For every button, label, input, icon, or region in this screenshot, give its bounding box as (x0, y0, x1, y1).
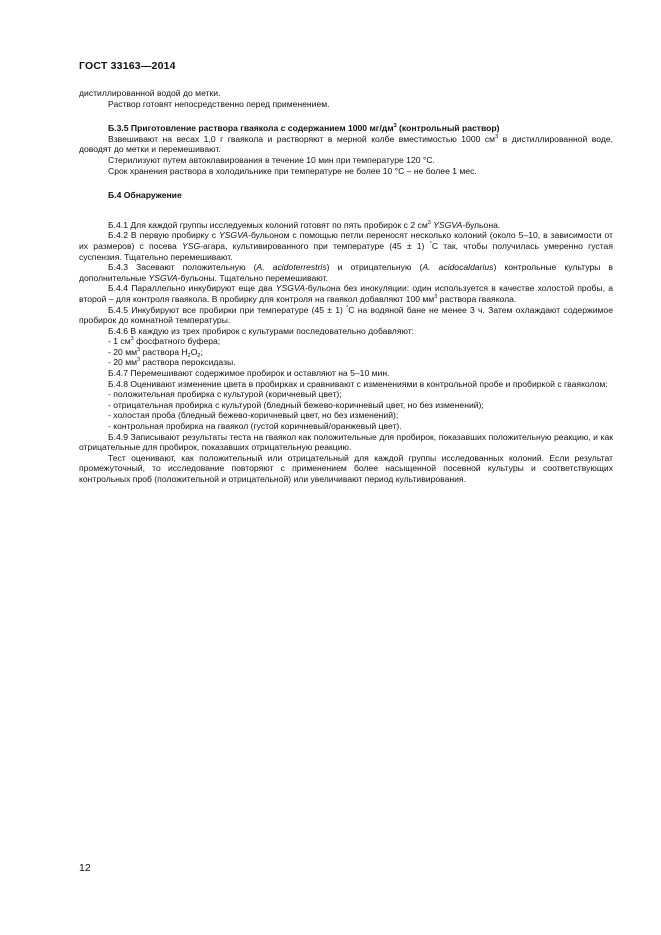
b44-paragraph: Б.4.4 Параллельно инкубируют еще два YSGVA-бульона без инокуляции: один используется в качестве холостой пробы, а второй – для контроля гваякола. В пробирку для контроля на гваякол добавляют 100 $мм^3$ раствора гваякола. (79, 283, 613, 304)
reagent-list-item: - 20 $мм^3$ раствора $H_2O_2$; (108, 346, 203, 359)
reagent-list-item: - 20 $мм^3$ раствора пероксидазы. (108, 357, 236, 368)
page-number: 12 (79, 862, 91, 874)
b35-paragraph-2: Стерилизуют путем автоклавирования в течение 10 мин при температуре 120 °С. (108, 154, 435, 165)
final-paragraph: Тест оценивают, как положительный или отрицательный для каждой группы исследованных колоний. Если результат промежуточный, то исследование повторяют с применением более насыщенной посевной культуры и соответствующих контрольных проб (положительной и отрицательной) или увеличивают период культивирования. (79, 452, 613, 484)
document-body (79, 88, 613, 485)
b46-paragraph: Б.4.6 В каждую из трех пробирок с культурами последовательно добавляют: (108, 325, 415, 336)
b42-paragraph: Б.4.2 В первую пробирку с YSGVA-бульоном с помощью петли переносят несколько колоний (около 5–10, в зависимости от их размеров) с посева YSG-агара, культивированного при температуре (45 ± 1) °С так, чтобы получилась умеренно густая суспензия. Тщательно перемешивают. (79, 230, 613, 262)
result-list-item: - контрольная пробирка на гваякол (густой коричневый/оранжевый цвет). (108, 421, 402, 432)
b41-paragraph: Б.4.1 Для каждой группы исследуемых колоний готовят по пять пробирок с 2 $см^3$ YSGVA-бульона. (108, 219, 501, 230)
b45-paragraph: Б.4.5 Инкубируют все пробирки при температуре (45 ± 1) °С на водяной бане не менее 3 ч. Затем охлаждают содержимое пробирок до комнатной температуры. (79, 304, 613, 326)
result-list-item: - холостая проба (бледный бежево-коричневый цвет, но без изменений); (108, 410, 399, 421)
preparation-note: Раствор готовят непосредственно перед применением. (108, 98, 330, 109)
continued-line: дистиллированной водой до метки. (79, 88, 221, 98)
b49-paragraph: Б.4.9 Записывают результаты теста на гваякол как положительные для пробирок, показавших положительную реакцию, и как отрицательные для пробирок, показавших отрицательную реакцию. (79, 431, 613, 453)
b35-paragraph-3: Срок хранения раствора в холодильнике при температуре не более 10 °С – не более 1 мес. (108, 165, 477, 176)
section-b4-heading: Б.4 Обнаружение (108, 190, 182, 201)
b43-paragraph: Б.4.3 Засевают положительную (A. acidoterrestris) и отрицательную (A. acidocaldarius) контрольные культуры в дополнительные YSGVA-бульоны. Тщательно перемешивают. (79, 262, 614, 283)
b48-paragraph: Б.4.8 Оценивают изменение цвета в пробирках и сравнивают с изменениями в контрольной пробе и пробиркой с гваяколом: (108, 378, 608, 389)
b35-paragraph-1: Взвешивают на весах 1,0 г гваякола и растворяют в мерной колбе вместимостью 1000 $см^3$ в дистиллированной воде, доводят до метки и перемешивают. (79, 133, 614, 155)
reagent-list-item: - 1 $см^3$ фосфатного буфера; (108, 336, 221, 347)
result-list-item: - положительная пробирка с культурой (коричневый цвет); (108, 389, 342, 400)
b47-paragraph: Б.4.7 Перемешивают содержимое пробирок и оставляют на 5–10 мин. (108, 368, 390, 379)
section-b35-heading: Б.3.5 Приготовление раствора гваякола с содержанием 1000 $мг/дм^3$ (контрольный раствор) (108, 123, 500, 134)
document-code-header: ГОСТ 33163—2014 (79, 60, 176, 72)
result-list-item: - отрицательная пробирка с культурой (бледный бежево-коричневый цвет, но без изменений); (108, 399, 484, 410)
